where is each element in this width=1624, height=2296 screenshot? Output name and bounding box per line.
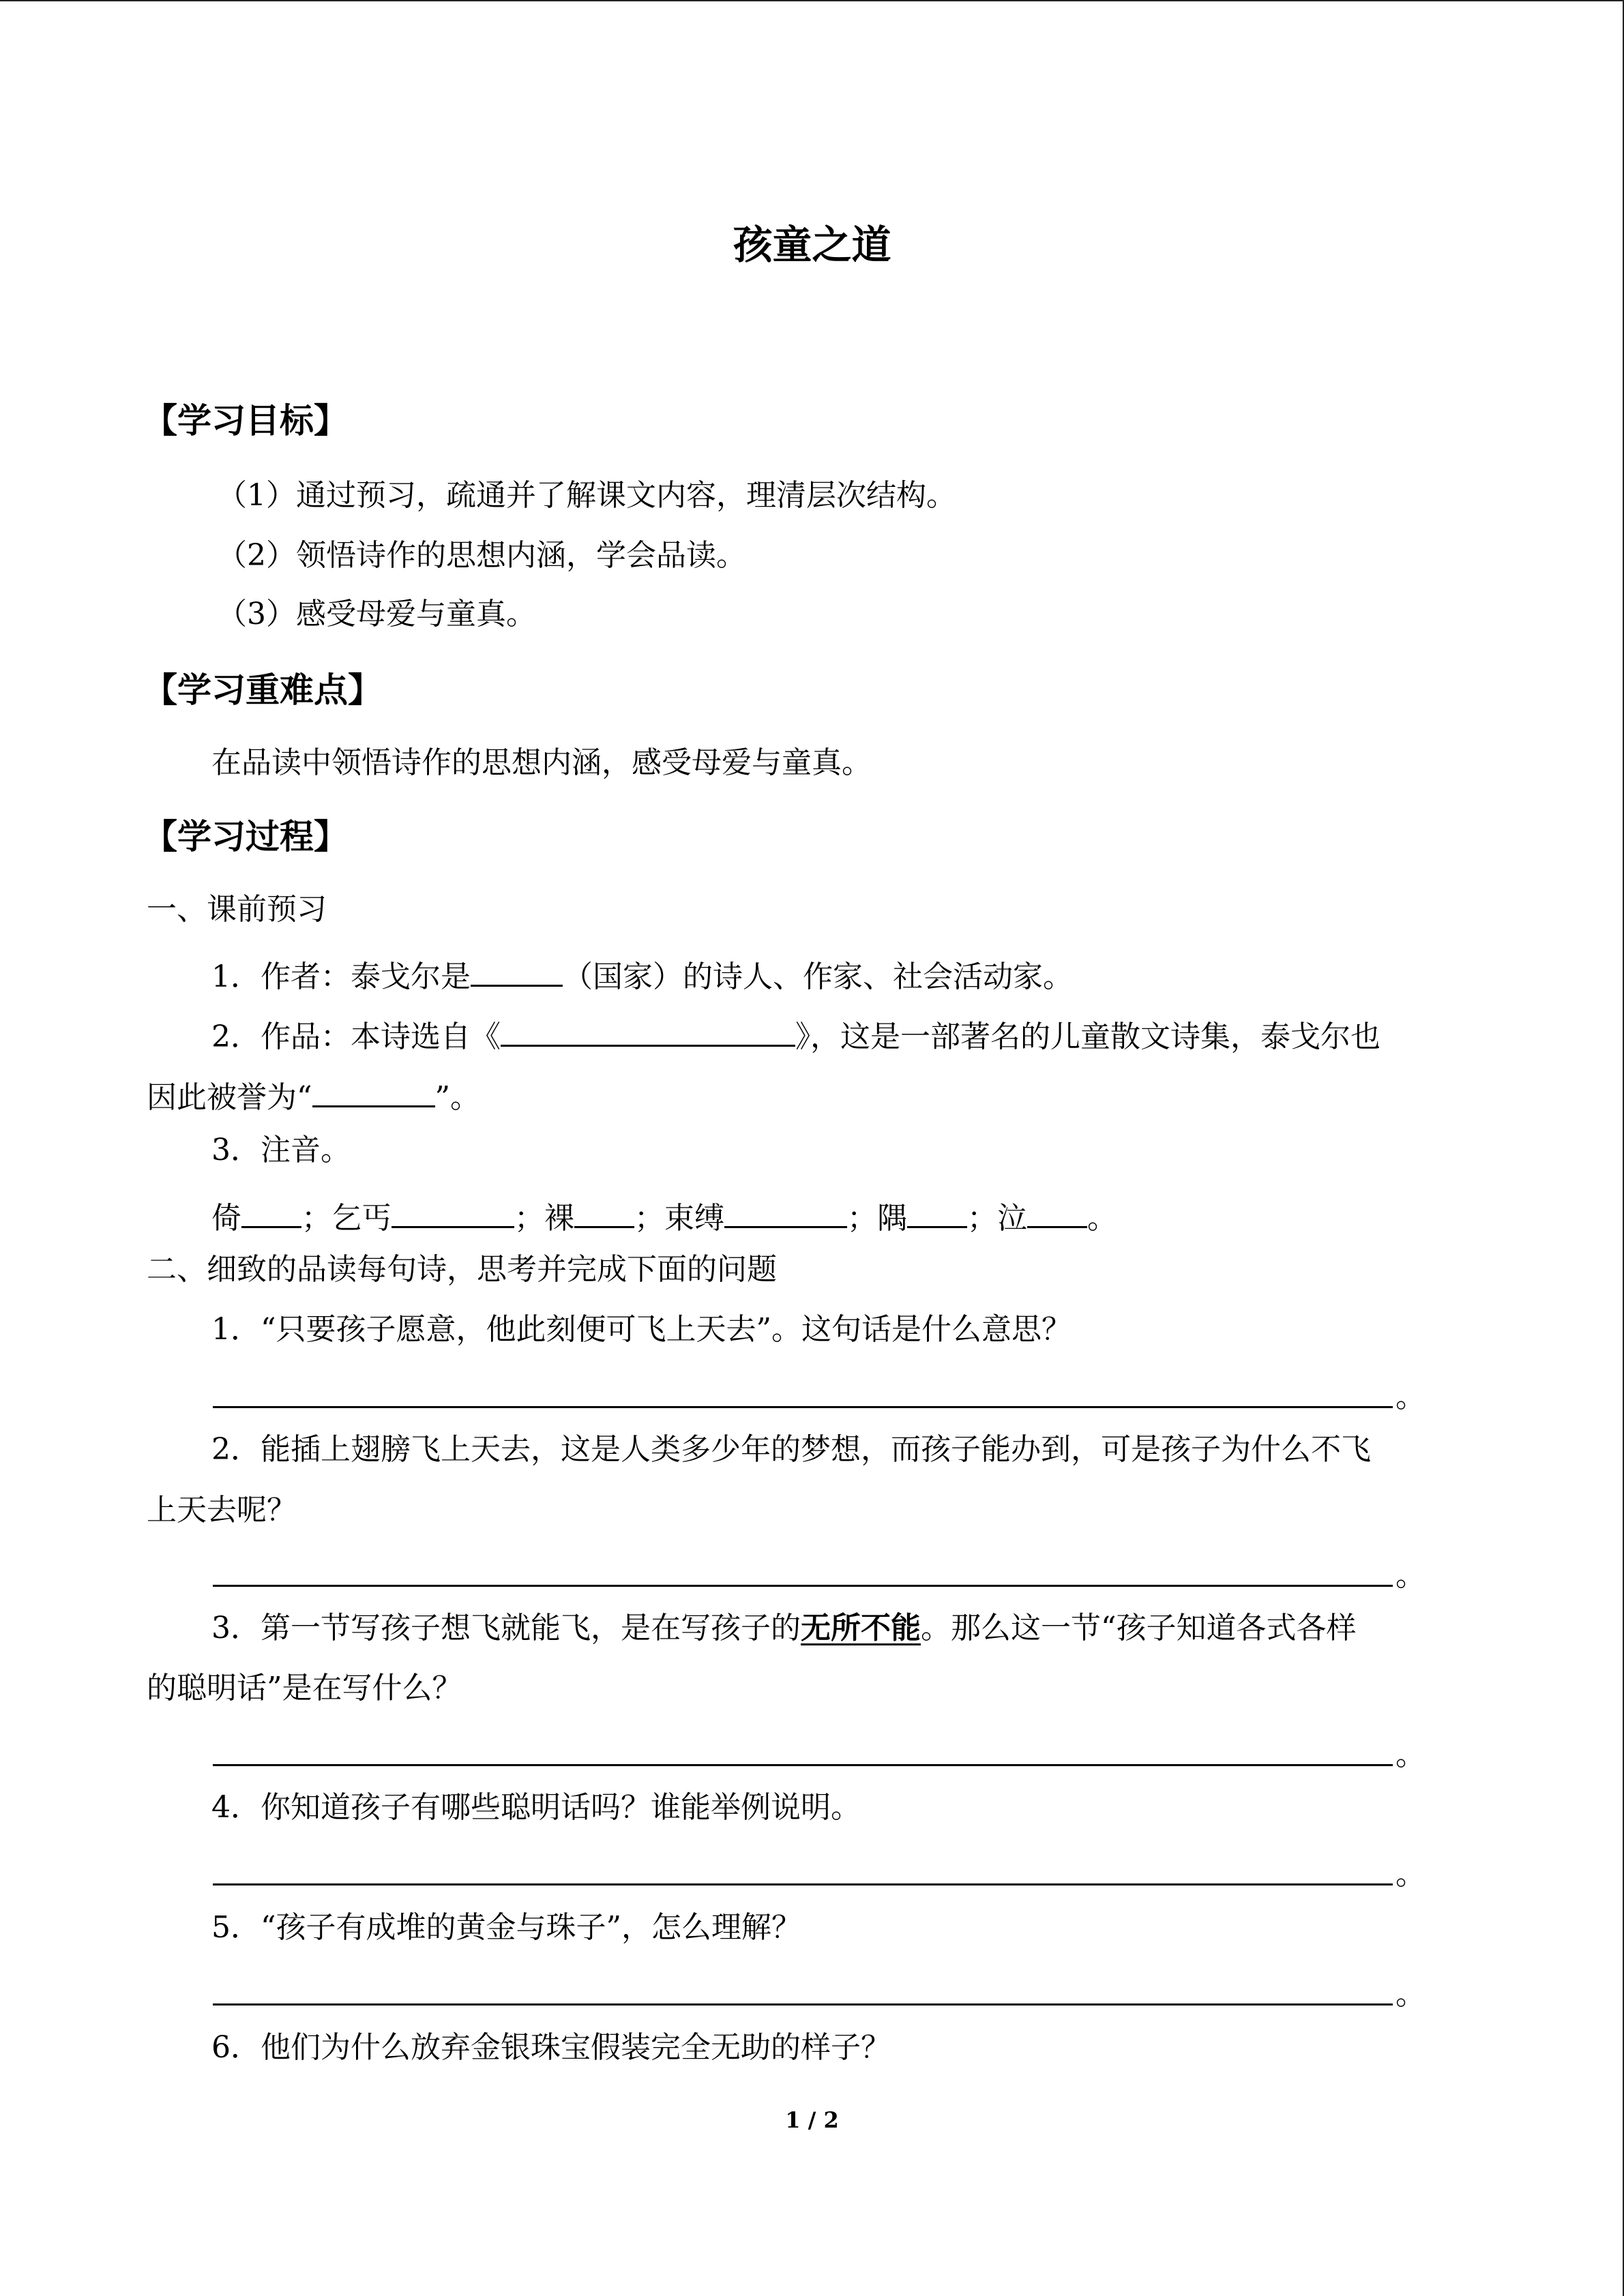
part2-question-3-line1 <box>211 1613 1357 1643</box>
answer-end-2: 。 <box>1396 1558 1426 1593</box>
part2-q3-prefix: 3．第一节写孩子想飞就能飞，是在写孩子的 <box>211 1611 801 1645</box>
heading-learning-goals: 【学习目标】 <box>143 401 348 441</box>
goal-item-3: （3）感受母爱与童真。 <box>217 597 536 631</box>
pinyin-blank-3[interactable] <box>574 1196 634 1228</box>
heading-key-points: 【学习重难点】 <box>143 670 382 710</box>
part1-question-2 <box>211 1015 1381 1052</box>
pinyin-blank-5[interactable] <box>907 1196 967 1228</box>
key-points-text: 在品读中领悟诗作的思想内涵，感受母爱与童真。 <box>211 745 872 780</box>
part2-question-4: 4．你知道孩子有哪些聪明话吗？谁能举例说明。 <box>211 1790 861 1825</box>
pinyin-word-3: ；裸 <box>514 1201 574 1236</box>
answer-line-2[interactable] <box>213 1585 1393 1587</box>
part2-question-1: 1．“只要孩子愿意，他此刻便可飞上天去”。这句话是什么意思？ <box>211 1312 1072 1347</box>
part1-title: 一、课前预习 <box>147 892 327 927</box>
answer-line-1[interactable] <box>213 1406 1393 1408</box>
part1-q1-suffix: （国家）的诗人、作家、社会活动家。 <box>563 959 1073 994</box>
emphasis-text: 无所不能 <box>801 1611 921 1645</box>
part1-q2-prefix: 2．作品：本诗选自《 <box>211 1019 501 1054</box>
goal-item-2: （2）领悟诗作的思想内涵，学会品读。 <box>217 538 746 573</box>
part2-title: 二、细致的品读每句诗，思考并完成下面的问题 <box>147 1252 777 1287</box>
answer-end-5: 。 <box>1396 1977 1426 2012</box>
part1-q2-suffix: 》，这是一部著名的儿童散文诗集，泰戈尔也 <box>795 1019 1381 1054</box>
pinyin-word-4: ；束缚 <box>634 1201 724 1236</box>
fill-blank-country[interactable] <box>471 955 563 987</box>
page-title: 孩童之道 <box>733 222 891 268</box>
part1-question-3: 3．注音。 <box>211 1133 351 1167</box>
part2-question-2-line1: 2．能插上翅膀飞上天去，这是人类多少年的梦想，而孩子能办到，可是孩子为什么不飞 <box>211 1432 1371 1467</box>
pinyin-blank-6[interactable] <box>1027 1196 1087 1228</box>
pinyin-blank-2[interactable] <box>392 1196 514 1228</box>
pinyin-word-6: ；泣 <box>967 1201 1027 1236</box>
pinyin-blank-1[interactable] <box>241 1196 301 1228</box>
pinyin-end: 。 <box>1087 1201 1117 1236</box>
heading-learning-process: 【学习过程】 <box>143 817 348 856</box>
answer-line-4[interactable] <box>213 1883 1393 1885</box>
pinyin-row <box>211 1196 1117 1234</box>
part1-q1-prefix: 1．作者：泰戈尔是 <box>211 959 471 994</box>
answer-end-3: 。 <box>1396 1738 1426 1772</box>
part1-question-2-cont <box>147 1075 480 1113</box>
part2-question-2-line2: 上天去呢？ <box>147 1493 297 1527</box>
part2-question-3-line2: 的聪明话”是在写什么？ <box>147 1671 462 1705</box>
part1-question-1 <box>211 955 1073 992</box>
part2-question-6: 6．他们为什么放弃金银珠宝假装完全无助的样子？ <box>211 2030 891 2065</box>
goal-item-1: （1）通过预习，疏通并了解课文内容，理清层次结构。 <box>217 478 956 513</box>
pinyin-word-1: 倚 <box>211 1201 241 1236</box>
answer-end-4: 。 <box>1396 1857 1426 1892</box>
pinyin-blank-4[interactable] <box>724 1196 847 1228</box>
page-number: 1 / 2 <box>785 2107 839 2133</box>
fill-blank-book-title[interactable] <box>501 1015 795 1047</box>
fill-blank-honor[interactable] <box>312 1075 435 1107</box>
part1-q2-cont-suffix: ”。 <box>434 1080 480 1115</box>
answer-line-5[interactable] <box>213 2003 1393 2006</box>
pinyin-word-2: ；乞丐 <box>301 1201 392 1236</box>
pinyin-word-5: ；隅 <box>847 1201 907 1236</box>
answer-end-1: 。 <box>1396 1380 1426 1414</box>
part2-question-5: 5．“孩子有成堆的黄金与珠子”，怎么理解？ <box>211 1910 801 1945</box>
part1-q2-cont-prefix: 因此被誉为“ <box>147 1080 312 1115</box>
answer-line-3[interactable] <box>213 1764 1393 1766</box>
part2-q3-suffix: 。那么这一节“孩子知道各式各样 <box>921 1611 1357 1645</box>
